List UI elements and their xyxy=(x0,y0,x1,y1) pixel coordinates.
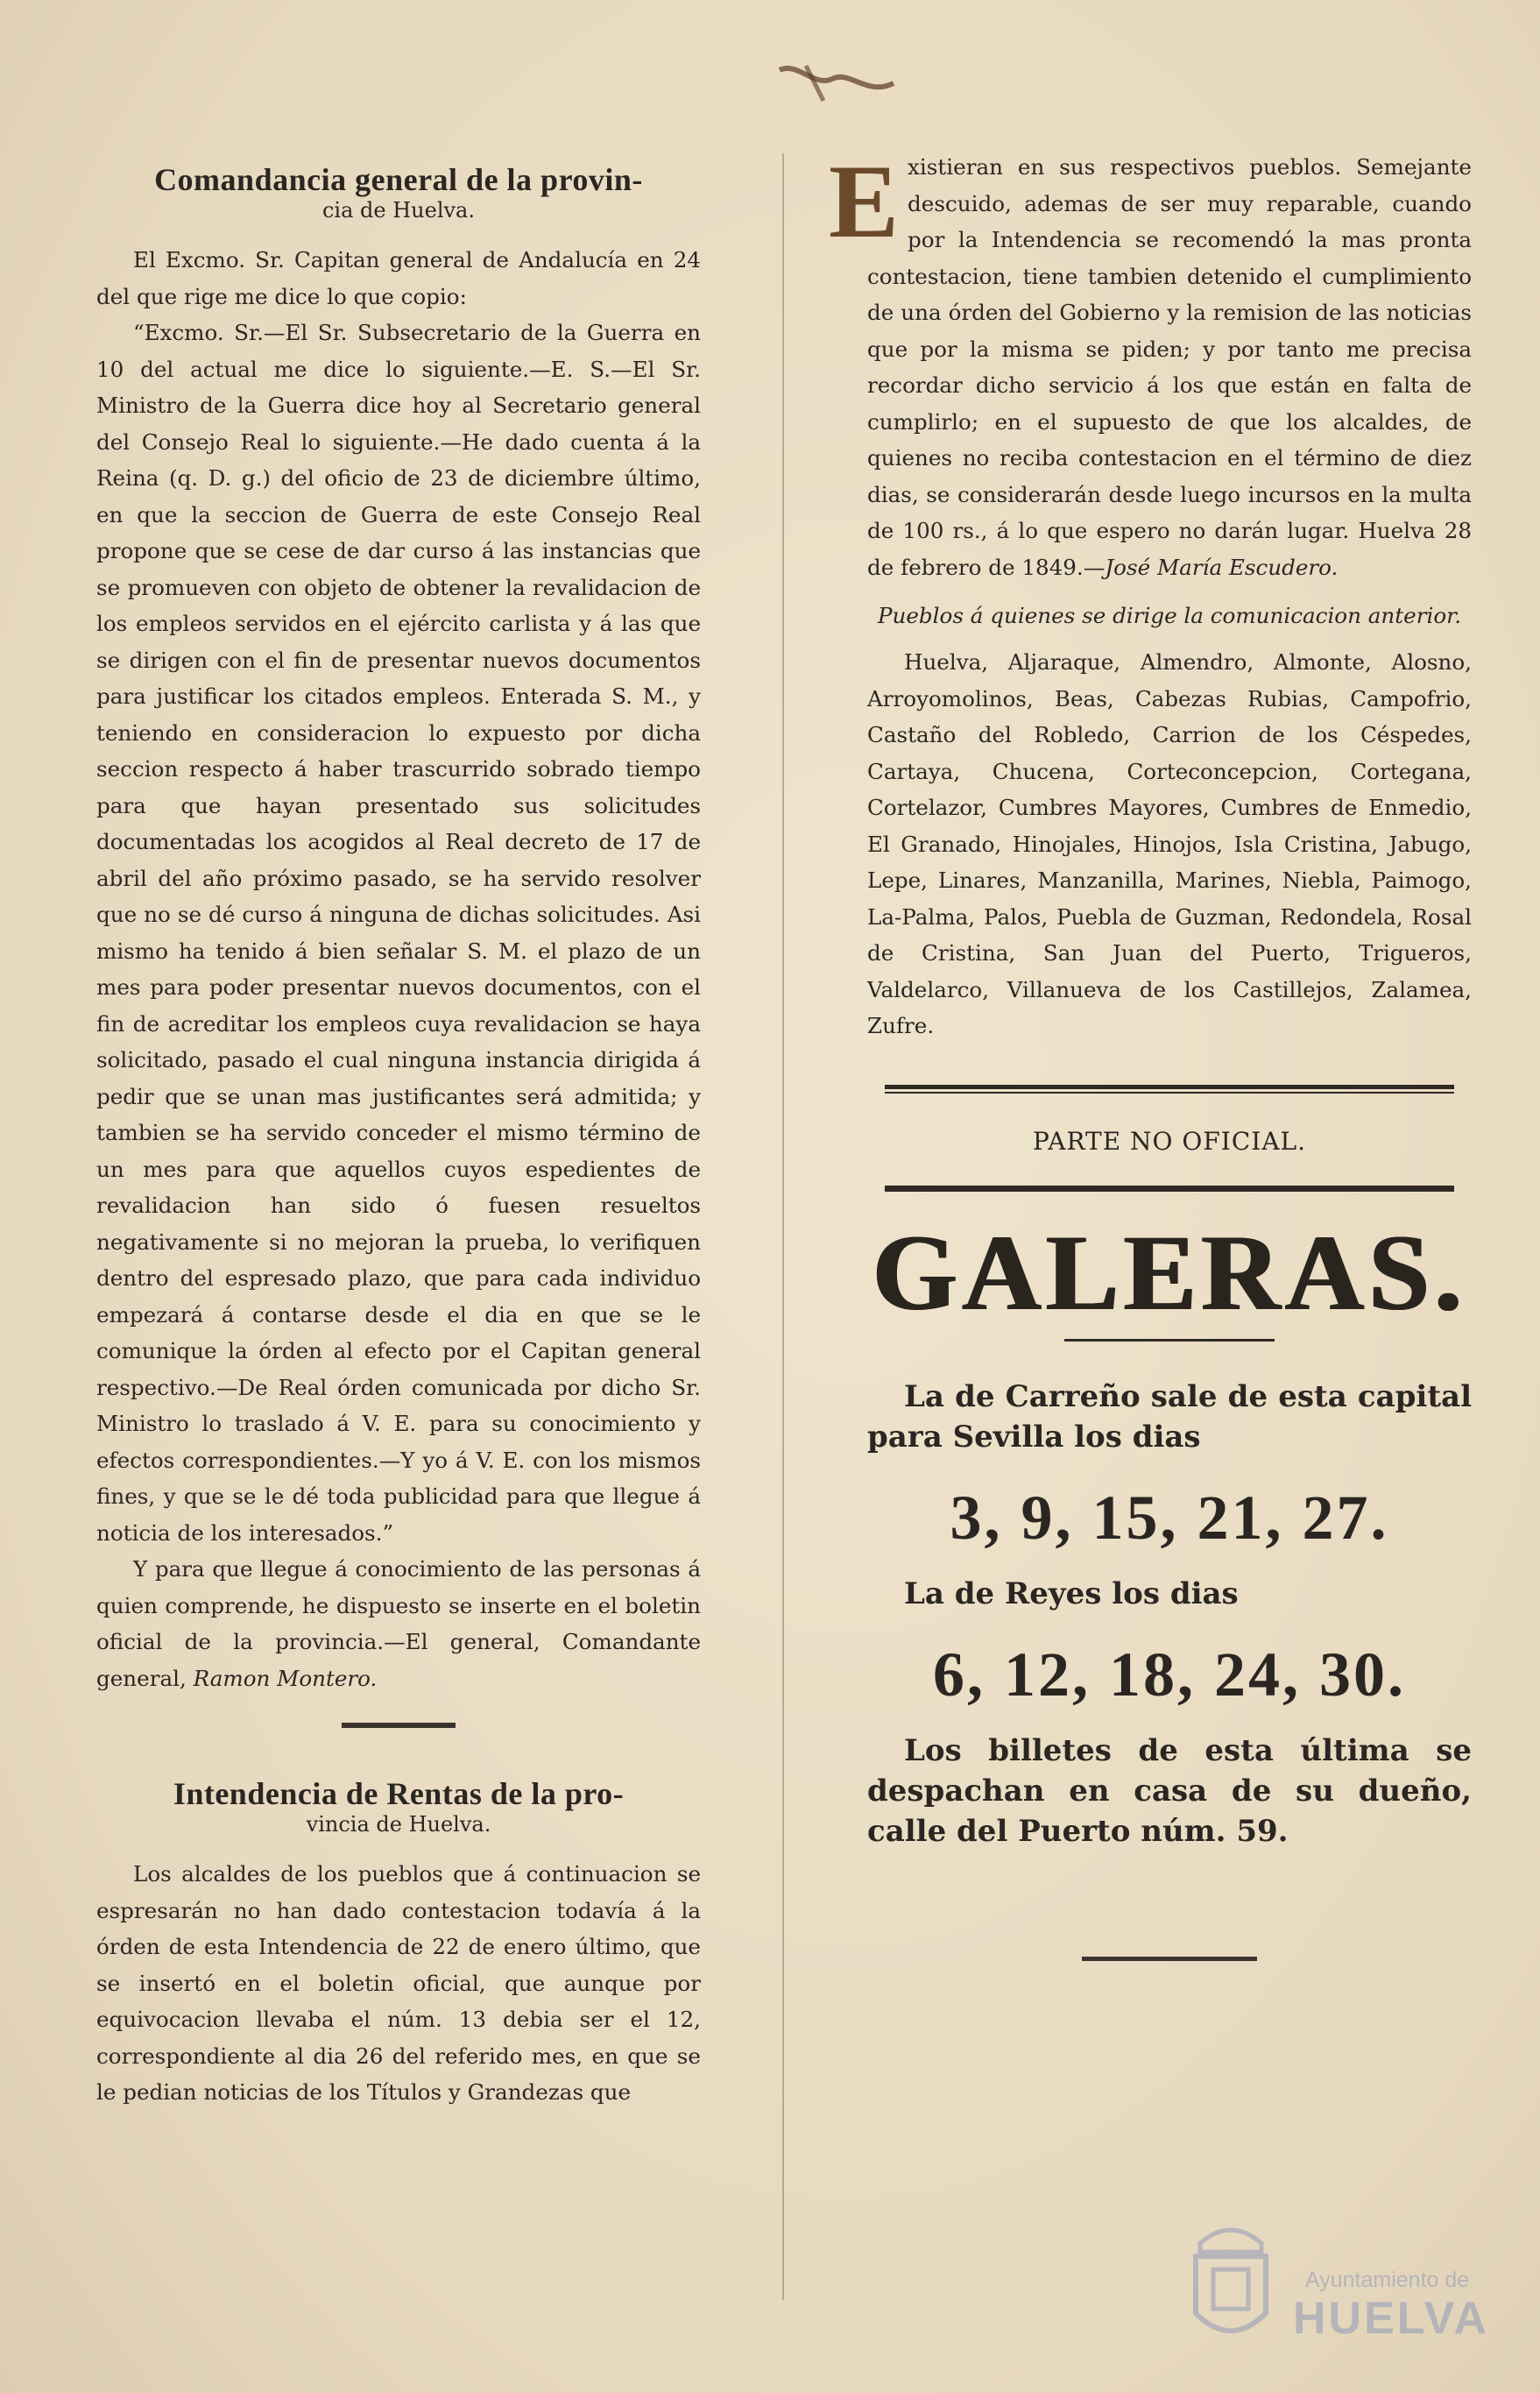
pueblos-list: Huelva, Aljaraque, Almendro, Almonte, Alosno, Arroyomolinos, Beas, Cabezas Rubias, Campofrio, Castaño del Robledo, Carrion de los Céspedes, Cartaya, Chucena, Corteconcepcion, Cortegana, Cortelazor, Cumbres Mayores, Cumbres de Enmedio, El Granado, Hinojales, Hinojos, Isla Cristina, Jabugo, Lepe, Linares, Manzanilla, Marines, Niebla, Paimogo, La-Palma, Palos, Puebla de Guzman, Redondela, Rosal de Cristina, San Juan del Puerto, Trigueros, Valdelarco, Villanueva de los Castillejos, Zalamea, Zufre. xyxy=(867,649,1472,1038)
paragraph xyxy=(829,143,1472,585)
right-column xyxy=(829,143,1472,1961)
drop-cap: E xyxy=(829,143,900,259)
section-divider xyxy=(342,1723,456,1728)
watermark-line1: Ayuntamiento de xyxy=(1305,2268,1470,2292)
ayuntamiento-watermark xyxy=(1174,2217,1507,2366)
signature: Ramon Montero. xyxy=(193,1665,378,1691)
paragraph-text: xistieran en sus respectivos pueblos. Semejante descuido, ademas de ser muy reparable, cuando por la Intendencia se recomendó la mas pronta contestacion, tiene tambien detenido el cumplimiento de una órden del Gobierno y la remision de las noticias que por la misma se piden; y por tanto me precisa recordar dicho servicio á los que están en falta de cumplirlo; en el supuesto de que los alcaldes, de quienes no reciba contestacion en el término de diez dias, se considerarán desde luego incursos en la multa de 100 rs., á lo que espero no darán lugar. Huelva 28 de febrero de 1849.— xyxy=(867,154,1472,580)
double-rule xyxy=(885,1186,1454,1192)
billetes-text: Los billetes de esta última se despachan en casa de su dueño, calle del Puerto núm. 59. xyxy=(867,1732,1472,1849)
paragraph: Los alcaldes de los pueblos que á continuacion se espresarán no han dado contestacion todavía á la órden de esta Intendencia de 22 de enero último, que se insertó en el boletin oficial, que aunque por equivocacion llevaba el núm. 13 debia ser el 12, correspondiente al dia 26 del referido mes, en que se le pedian noticias de los Títulos y Grandezas que xyxy=(96,1861,701,2105)
galeras-title: GALERAS. xyxy=(872,1212,1467,1333)
section-title-intendencia: Intendencia de Rentas de la pro- xyxy=(173,1776,625,1811)
paragraph: El Excmo. Sr. Capitan general de Andalucía en 24 del que rige me dice lo que copio: xyxy=(96,247,701,309)
paragraph-text: Y para que llegue á conocimiento de las personas á quien comprende, he dispuesto se inserte en el boletin oficial de la provincia.—El general, Comandante general, xyxy=(96,1556,701,1691)
galeras-rule xyxy=(1064,1339,1275,1342)
double-rule xyxy=(885,1085,1454,1094)
signature: José María Escudero. xyxy=(1105,554,1339,580)
reyes-days: 6, 12, 18, 24, 30. xyxy=(933,1639,1406,1710)
coat-of-arms-icon xyxy=(1183,2217,1279,2357)
parte-no-oficial-heading: PARTE NO OFICIAL. xyxy=(1032,1126,1307,1156)
watermark-line2: HUELVA xyxy=(1293,2293,1490,2344)
section-title-comandancia: Comandancia general de la provin- xyxy=(154,162,643,197)
paragraph xyxy=(96,1551,701,1696)
reyes-text: La de Reyes los dias xyxy=(904,1575,1239,1611)
carreno-days: 3, 9, 15, 21, 27. xyxy=(950,1482,1389,1553)
carreno-text: La de Carreño sale de esta capital para Sevilla los dias xyxy=(867,1378,1472,1455)
end-divider xyxy=(1082,1957,1257,1961)
left-column xyxy=(96,149,701,2111)
column-divider xyxy=(782,153,784,2300)
ink-stamp-mark xyxy=(771,53,902,114)
section-subtitle-intendencia: vincia de Huelva. xyxy=(306,1812,491,1837)
section-subtitle-comandancia: cia de Huelva. xyxy=(321,198,475,223)
pueblos-title: Pueblos á quienes se dirige la comunicacion anterior. xyxy=(877,603,1462,628)
paragraph: “Excmo. Sr.—El Sr. Subsecretario de la Guerra en 10 del actual me dice lo siguiente.—E. S.—El Sr. Ministro de la Guerra dice hoy al Secretario general del Consejo Real lo siguiente.—He dado cuenta á la Reina (q. D. g.) del oficio de 23 de diciembre último, en que la seccion de Guerra de este Consejo Real propone que se cese de dar curso á las instancias que se promueven con objeto de obtener la revalidacion de los empleos servidos en el ejército carlista y á las que se dirigen con el fin de presentar nuevos documentos para justificar los citados empleos. Enterada S. M., y teniendo en consideracion lo expuesto por dicha seccion respecto á haber trascurrido sobrado tiempo para que hayan presentado sus solicitudes documentadas los acogidos al Real decreto de 17 de abril del año próximo pasado, se ha servido resolver que no se dé curso á ninguna de dichas solicitudes. Asi mismo ha tenido á bien señalar S. M. el plazo de un mes para poder presentar nuevos documentos, con el fin de acreditar los empleos cuya revalidacion se haya solicitado, pasado el cual ninguna instancia dirigida á pedir que se unan mas justificantes será admitida; y tambien se ha servido conceder el mismo término de un mes para que aquellos cuyos espedientes de revalidacion han sido ó fuesen resueltos negativamente si no mejoran la prueba, lo verifiquen dentro del espresado plazo, que para cada individuo empezará á contarse desde el dia en que se le comunique la órden al efecto por el Capitan general respectivo.—De Real órden comunicada por dicho Sr. Ministro lo traslado á V. E. para su conocimiento y efectos correspondientes.—Y yo á V. E. con los mismos fines, y que se le dé toda publicidad para que llegue á noticia de los interesados.” xyxy=(96,320,701,1546)
